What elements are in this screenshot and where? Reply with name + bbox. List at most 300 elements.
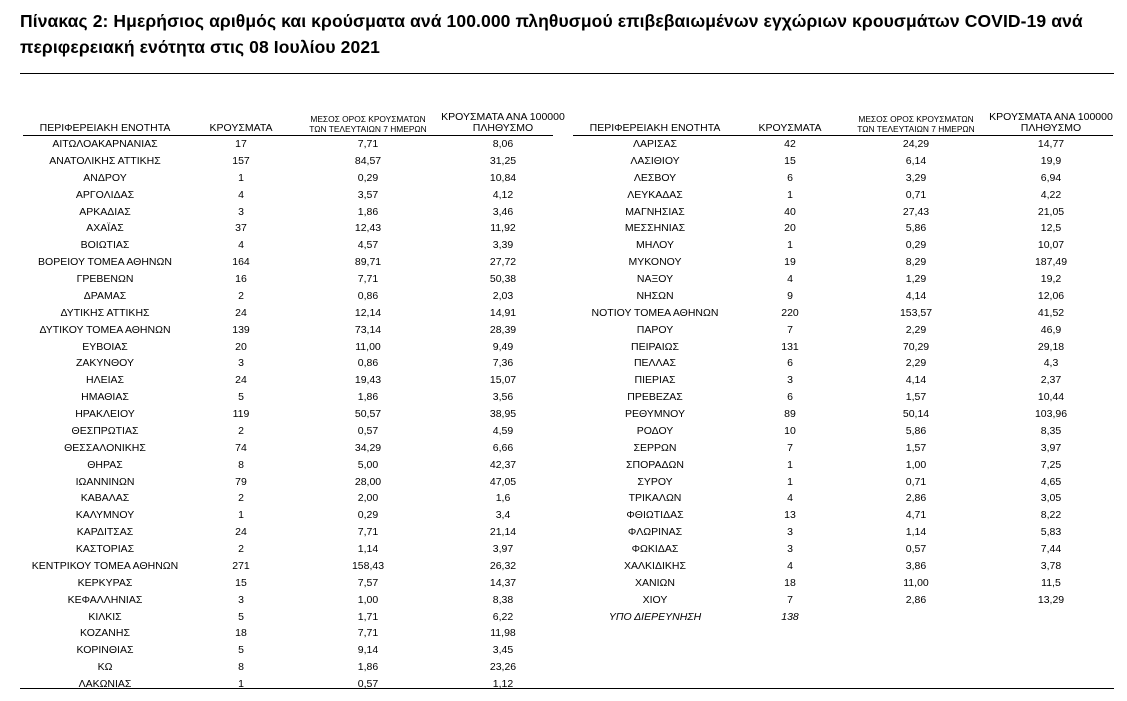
table-row: [23, 592, 565, 609]
cell-per-100k: 2,37: [1040, 374, 1062, 387]
table-row: [23, 355, 565, 372]
cell-per-100k: 103,96: [1034, 408, 1068, 420]
cell-region: ΒΟΡΕΙΟΥ ΤΟΜΕΑ ΑΘΗΝΩΝ: [38, 256, 172, 269]
cell-region: ΦΘΙΩΤΙΔΑΣ: [626, 509, 684, 522]
cell-per-100k: 3,4: [495, 509, 511, 522]
cell-region: ΠΡΕΒΕΖΑΣ: [627, 391, 683, 404]
cell-per-100k: 19,2: [1040, 273, 1062, 285]
cell-region: ΧΙΟΥ: [642, 593, 668, 606]
table-row: [573, 305, 1113, 322]
cell-cases: 19: [784, 256, 796, 269]
cell-avg-7days: 4,14: [905, 374, 927, 387]
table-row: [23, 187, 565, 204]
cell-per-100k: 3,97: [492, 543, 514, 555]
cell-avg-7days: 7,71: [357, 138, 379, 150]
table-row: [573, 440, 1113, 457]
cell-per-100k: 8,38: [492, 593, 514, 606]
table-row: [573, 372, 1113, 389]
cell-avg-7days: 0,71: [905, 188, 927, 201]
table-row: [23, 507, 565, 524]
cell-region: ΧΑΝΙΩΝ: [635, 576, 675, 589]
table-row: [573, 204, 1113, 221]
cell-cases: 4: [787, 492, 793, 505]
cell-per-100k: 29,18: [1037, 340, 1065, 353]
cell-avg-7days: 12,14: [354, 306, 382, 319]
cell-region: ΜΗΛΟΥ: [636, 239, 674, 252]
table-row: [23, 305, 565, 322]
table-row: [573, 474, 1113, 491]
cell-cases: 3: [238, 205, 244, 218]
header-cases: ΚΡΟΥΣΜΑΤΑ: [209, 122, 273, 134]
cell-avg-7days: 2,00: [357, 492, 379, 505]
cell-avg-7days: 7,57: [357, 576, 379, 589]
cell-per-100k: 7,44: [1040, 543, 1062, 555]
cell-region: ΠΕΛΛΑΣ: [633, 357, 677, 370]
cell-cases: 3: [238, 593, 244, 606]
cell-region: ΔΥΤΙΚΗΣ ΑΤΤΙΚΗΣ: [60, 306, 150, 319]
cell-avg-7days: 2,86: [905, 593, 927, 606]
cell-avg-7days: 8,29: [905, 256, 927, 269]
right-table-block: [573, 108, 1113, 625]
cell-region: ΘΕΣΣΑΛΟΝΙΚΗΣ: [64, 441, 146, 454]
cell-per-100k: 12,5: [1040, 222, 1062, 235]
cell-per-100k: 47,05: [489, 475, 517, 488]
cell-per-100k: 1,12: [492, 678, 514, 690]
cell-cases: 74: [235, 441, 247, 454]
table-row: [23, 659, 565, 676]
cell-cases: 7: [787, 323, 793, 336]
cell-per-100k: 3,45: [492, 644, 514, 657]
table-row: [573, 187, 1113, 204]
cell-region: ΕΥΒΟΙΑΣ: [82, 340, 128, 353]
table-row: [23, 440, 565, 457]
cell-per-100k: 41,52: [1037, 306, 1065, 319]
cell-region: ΥΠΟ ΔΙΕΡΕΥΝΗΣΗ: [608, 610, 702, 623]
table-row: [23, 372, 565, 389]
cell-region: ΛΑΚΩΝΙΑΣ: [78, 678, 132, 690]
cell-cases: 1: [787, 188, 793, 201]
cell-avg-7days: 19,43: [354, 374, 382, 387]
header-avg-7days-right: [843, 114, 989, 134]
cell-region: ΚΕΡΚΥΡΑΣ: [77, 576, 133, 589]
cell-per-100k: 4,3: [1043, 357, 1059, 370]
cell-cases: 2: [238, 289, 244, 302]
table-row: [573, 153, 1113, 170]
cell-avg-7days: 50,57: [354, 408, 382, 420]
cell-avg-7days: 3,29: [905, 171, 927, 184]
cell-avg-7days: 0,57: [357, 678, 379, 690]
cell-cases: 7: [787, 593, 793, 606]
cell-avg-7days: 5,00: [357, 458, 379, 471]
table-row: [23, 642, 565, 659]
cell-per-100k: 31,25: [489, 154, 517, 167]
table-row: [573, 609, 1113, 626]
cell-per-100k: 6,94: [1040, 171, 1062, 184]
cell-per-100k: 14,77: [1037, 138, 1065, 150]
cell-per-100k: 1,6: [495, 492, 511, 505]
cell-region: ΝΑΞΟΥ: [636, 273, 674, 285]
cell-avg-7days: 2,86: [905, 492, 927, 505]
table-row: [573, 406, 1113, 423]
cell-per-100k: 3,05: [1040, 492, 1062, 505]
cell-per-100k: 13,29: [1037, 593, 1065, 606]
table-row: [573, 355, 1113, 372]
cell-avg-7days: 0,29: [357, 509, 379, 522]
cell-avg-7days: 1,86: [357, 661, 379, 674]
table-row: [573, 507, 1113, 524]
cell-per-100k: 10,44: [1037, 391, 1065, 404]
table-row: [23, 524, 565, 541]
cell-cases: 119: [232, 408, 250, 420]
table-row: [573, 423, 1113, 440]
table-caption: Πίνακας 2: Ημερήσιος αριθμός και κρούσματα ανά 100.000 πληθυσμού επιβεβαιωμένων εγχώριων κρουσμάτων COVID-19 ανά περιφερειακή ενότητα στις 08 Ιουλίου 2021: [20, 11, 1083, 57]
header-per-100k: [441, 112, 565, 134]
cell-cases: 5: [238, 644, 244, 657]
cell-avg-7days: 34,29: [354, 441, 382, 454]
cell-cases: 131: [781, 340, 799, 353]
header-region: ΠΕΡΙΦΕΡΕΙΑΚΗ ΕΝΟΤΗΤΑ: [39, 122, 171, 134]
cell-cases: 157: [232, 154, 250, 167]
cell-per-100k: 6,22: [492, 610, 514, 623]
cell-region: ΑΡΚΑΔΙΑΣ: [79, 205, 131, 218]
cell-region: ΚΑΡΔΙΤΣΑΣ: [76, 526, 134, 539]
cell-cases: 6: [787, 391, 793, 404]
cell-per-100k: 3,97: [1040, 441, 1062, 454]
cell-cases: 13: [784, 509, 796, 522]
cell-avg-7days: 0,71: [905, 475, 927, 488]
table-row: [573, 288, 1113, 305]
table-row: [23, 406, 565, 423]
cell-avg-7days: 70,29: [902, 340, 930, 353]
cell-avg-7days: 89,71: [354, 256, 382, 269]
cell-region: ΒΟΙΩΤΙΑΣ: [80, 239, 130, 252]
cell-region: ΤΡΙΚΑΛΩΝ: [628, 492, 682, 505]
table-row: [573, 254, 1113, 271]
cell-region: ΗΡΑΚΛΕΙΟΥ: [75, 408, 135, 420]
cell-cases: 5: [238, 391, 244, 404]
cell-avg-7days: 1,00: [357, 593, 379, 606]
cell-region: ΖΑΚΥΝΘΟΥ: [75, 357, 134, 370]
cell-avg-7days: 5,86: [905, 222, 927, 235]
cell-avg-7days: 5,86: [905, 424, 927, 437]
table-row: [23, 220, 565, 237]
cell-per-100k: 21,14: [489, 526, 517, 539]
left-table-block: [23, 108, 565, 693]
cell-cases: 9: [787, 289, 793, 302]
table-row: [23, 676, 565, 693]
cell-avg-7days: 73,14: [354, 323, 382, 336]
cell-region: ΦΛΩΡΙΝΑΣ: [627, 526, 683, 539]
cell-per-100k: 4,59: [492, 424, 514, 437]
left-data-table: [23, 136, 565, 693]
cell-cases: 220: [781, 306, 799, 319]
cell-per-100k: 8,35: [1040, 424, 1062, 437]
cell-per-100k: 6,66: [492, 441, 514, 454]
table-row: [573, 575, 1113, 592]
cell-region: ΛΕΥΚΑΔΑΣ: [627, 188, 683, 201]
table-row: [23, 625, 565, 642]
cell-per-100k: 8,06: [492, 138, 514, 150]
cell-cases: 16: [235, 273, 247, 285]
cell-cases: 20: [784, 222, 796, 235]
cell-avg-7days: 12,43: [354, 222, 382, 235]
table-row: [573, 457, 1113, 474]
cell-region: ΚΑΛΥΜΝΟΥ: [75, 509, 135, 522]
header-per100k-line2-right: ΠΛΗΘΥΣΜΟ: [1020, 122, 1082, 134]
left-table-header: [23, 108, 565, 134]
cell-avg-7days: 1,29: [905, 273, 927, 285]
cell-per-100k: 5,83: [1040, 526, 1062, 539]
table-row: [573, 490, 1113, 507]
cell-per-100k: 21,05: [1037, 205, 1065, 218]
header-avg-line2-right: ΤΩΝ ΤΕΛΕΥΤΑΙΩΝ 7 ΗΜΕΡΩΝ: [857, 124, 975, 134]
cell-per-100k: 4,12: [492, 188, 514, 201]
cell-region: ΚΟΖΑΝΗΣ: [80, 627, 130, 640]
cell-region: ΘΗΡΑΣ: [87, 458, 123, 471]
cell-region: ΚΙΛΚΙΣ: [88, 610, 122, 623]
cell-cases: 8: [238, 458, 244, 471]
cell-avg-7days: 153,57: [899, 306, 933, 319]
cell-per-100k: 50,38: [489, 273, 517, 285]
cell-avg-7days: 7,71: [357, 627, 379, 640]
cell-region: ΚΩ: [97, 661, 113, 674]
cell-cases: 6: [787, 357, 793, 370]
cell-avg-7days: 158,43: [351, 559, 385, 572]
cell-region: ΑΝΑΤΟΛΙΚΗΣ ΑΤΤΙΚΗΣ: [49, 154, 161, 167]
cell-region: ΑΡΓΟΛΙΔΑΣ: [75, 188, 135, 201]
cell-per-100k: 9,49: [492, 340, 514, 353]
cell-region: ΡΕΘΥΜΝΟΥ: [624, 408, 685, 420]
header-cases-right: ΚΡΟΥΣΜΑΤΑ: [758, 122, 822, 134]
cell-per-100k: 26,32: [489, 559, 517, 572]
top-rule: [20, 73, 1114, 74]
table-row: [573, 271, 1113, 288]
cell-avg-7days: 3,57: [357, 188, 379, 201]
cell-per-100k: 11,98: [490, 627, 516, 640]
table-row: [573, 592, 1113, 609]
table-row: [23, 609, 565, 626]
cell-cases: 6: [787, 171, 793, 184]
cell-per-100k: 10,84: [489, 171, 517, 184]
table-row: [23, 170, 565, 187]
cell-cases: 164: [232, 256, 250, 269]
table-row: [573, 322, 1113, 339]
cell-avg-7days: 50,14: [902, 408, 930, 420]
header-avg-line2: ΤΩΝ ΤΕΛΕΥΤΑΙΩΝ 7 ΗΜΕΡΩΝ: [309, 124, 427, 134]
header-per100k-line1-right: ΚΡΟΥΣΜΑΤΑ ΑΝΑ 100000: [989, 111, 1113, 123]
cell-region: ΔΥΤΙΚΟΥ ΤΟΜΕΑ ΑΘΗΝΩΝ: [39, 323, 171, 336]
cell-per-100k: [989, 609, 1113, 626]
cell-cases: 24: [235, 374, 247, 387]
cell-per-100k: 7,36: [492, 357, 514, 370]
cell-region: ΠΙΕΡΙΑΣ: [634, 374, 676, 387]
cell-region: ΣΕΡΡΩΝ: [633, 441, 677, 454]
cell-avg-7days: 11,00: [355, 340, 381, 353]
cell-region: ΓΡΕΒΕΝΩΝ: [76, 273, 134, 285]
cell-cases: 1: [787, 458, 793, 471]
table-row: [23, 339, 565, 356]
header-avg-line1-right: ΜΕΣΟΣ ΟΡΟΣ ΚΡΟΥΣΜΑΤΩΝ: [858, 114, 974, 124]
cell-avg-7days: 27,43: [902, 205, 930, 218]
header-avg-line1: ΜΕΣΟΣ ΟΡΟΣ ΚΡΟΥΣΜΑΤΩΝ: [310, 114, 426, 124]
cell-cases: 18: [235, 627, 247, 640]
header-per-100k-right: [989, 112, 1113, 134]
cell-cases: 20: [235, 340, 247, 353]
cell-avg-7days: 6,14: [905, 154, 927, 167]
cell-cases: 40: [784, 205, 796, 218]
cell-per-100k: 3,39: [492, 239, 514, 252]
table-row: [573, 524, 1113, 541]
cell-avg-7days: [843, 609, 989, 626]
cell-avg-7days: 1,86: [357, 205, 379, 218]
cell-avg-7days: 2,29: [905, 323, 927, 336]
cell-per-100k: 14,91: [489, 306, 517, 319]
cell-avg-7days: 4,71: [905, 509, 927, 522]
cell-region: ΑΝΔΡΟΥ: [83, 171, 127, 184]
cell-region: ΚΟΡΙΝΘΙΑΣ: [76, 644, 134, 657]
cell-per-100k: 8,22: [1040, 509, 1062, 522]
cell-region: ΘΕΣΠΡΩΤΙΑΣ: [71, 424, 139, 437]
cell-region: ΚΑΣΤΟΡΙΑΣ: [75, 543, 135, 555]
cell-region: ΚΑΒΑΛΑΣ: [80, 492, 130, 505]
cell-cases: 4: [787, 559, 793, 572]
cell-cases: 138: [781, 610, 799, 623]
cell-per-100k: 14,37: [489, 576, 517, 589]
table-row: [573, 170, 1113, 187]
cell-cases: 1: [238, 509, 244, 522]
table-row: [23, 541, 565, 558]
cell-cases: 139: [232, 323, 250, 336]
cell-cases: 3: [787, 374, 793, 387]
cell-cases: 37: [235, 222, 247, 235]
table-row: [23, 271, 565, 288]
cell-per-100k: 7,25: [1040, 458, 1062, 471]
cell-cases: 3: [787, 543, 793, 555]
cell-cases: 89: [784, 408, 796, 420]
cell-per-100k: 2,03: [492, 289, 514, 302]
cell-avg-7days: 1,86: [357, 391, 379, 404]
table-row: [573, 220, 1113, 237]
cell-per-100k: 11,92: [490, 222, 516, 235]
cell-per-100k: 4,22: [1040, 188, 1062, 201]
cell-cases: 2: [238, 424, 244, 437]
cell-per-100k: 4,65: [1040, 475, 1062, 488]
cell-per-100k: 12,06: [1037, 289, 1065, 302]
cell-cases: 1: [238, 171, 244, 184]
cell-avg-7days: 7,71: [357, 273, 379, 285]
cell-cases: 24: [235, 526, 247, 539]
cell-avg-7days: 84,57: [354, 154, 382, 167]
table-row: [573, 237, 1113, 254]
table-row: [23, 490, 565, 507]
cell-cases: 10: [784, 424, 796, 437]
cell-per-100k: 38,95: [489, 408, 517, 420]
table-row: [23, 136, 565, 153]
table-row: [23, 558, 565, 575]
cell-region: ΑΙΤΩΛΟΑΚΑΡΝΑΝΙΑΣ: [52, 138, 158, 150]
cell-avg-7days: 1,00: [905, 458, 927, 471]
cell-cases: 3: [238, 357, 244, 370]
cell-avg-7days: 1,14: [905, 526, 927, 539]
header-region-right: ΠΕΡΙΦΕΡΕΙΑΚΗ ΕΝΟΤΗΤΑ: [589, 122, 721, 134]
cell-avg-7days: 11,00: [903, 576, 929, 589]
cell-region: ΝΟΤΙΟΥ ΤΟΜΕΑ ΑΘΗΝΩΝ: [591, 306, 719, 319]
cell-per-100k: 187,49: [1034, 256, 1068, 269]
cell-cases: 2: [238, 543, 244, 555]
cell-region: ΑΧΑΪΑΣ: [86, 222, 124, 235]
cell-cases: 15: [784, 154, 796, 167]
table-row: [23, 474, 565, 491]
cell-avg-7days: 4,14: [905, 289, 927, 302]
cell-avg-7days: 1,71: [357, 610, 379, 623]
cell-avg-7days: 24,29: [902, 138, 930, 150]
table-row: [573, 389, 1113, 406]
table-row: [573, 136, 1113, 153]
cell-per-100k: 3,56: [492, 391, 514, 404]
table-row: [23, 204, 565, 221]
cell-region: ΗΛΕΙΑΣ: [85, 374, 124, 387]
table-row: [23, 389, 565, 406]
cell-avg-7days: 0,29: [357, 171, 379, 184]
cell-avg-7days: 0,86: [357, 289, 379, 302]
cell-per-100k: 19,9: [1040, 154, 1062, 167]
table-row: [573, 558, 1113, 575]
cell-region: ΛΑΣΙΘΙΟΥ: [630, 154, 680, 167]
cell-region: ΡΟΔΟΥ: [636, 424, 674, 437]
cell-per-100k: 27,72: [489, 256, 517, 269]
cell-cases: 4: [238, 188, 244, 201]
cell-cases: 1: [787, 475, 793, 488]
table-row: [23, 575, 565, 592]
cell-avg-7days: 1,57: [905, 441, 927, 454]
cell-cases: 18: [784, 576, 796, 589]
table-row: [23, 322, 565, 339]
cell-per-100k: 15,07: [489, 374, 517, 387]
cell-region: ΜΕΣΣΗΝΙΑΣ: [624, 222, 686, 235]
header-per100k-line1: ΚΡΟΥΣΜΑΤΑ ΑΝΑ 100000: [441, 111, 565, 123]
cell-avg-7days: 9,14: [357, 644, 379, 657]
cell-avg-7days: 7,71: [357, 526, 379, 539]
cell-cases: 24: [235, 306, 247, 319]
bottom-rule: [20, 688, 1114, 689]
cell-per-100k: 46,9: [1040, 323, 1062, 336]
cell-region: ΙΩΑΝΝΙΝΩΝ: [75, 475, 135, 488]
cell-cases: 8: [238, 661, 244, 674]
cell-avg-7days: 2,29: [905, 357, 927, 370]
cell-avg-7days: 0,86: [357, 357, 379, 370]
cell-cases: 79: [235, 475, 247, 488]
cell-cases: 271: [232, 559, 250, 572]
table-row: [23, 153, 565, 170]
cell-avg-7days: 0,57: [905, 543, 927, 555]
right-data-table: [573, 136, 1113, 625]
cell-region: ΧΑΛΚΙΔΙΚΗΣ: [624, 559, 686, 572]
header-per100k-line2: ΠΛΗΘΥΣΜΟ: [472, 122, 534, 134]
cell-region: ΗΜΑΘΙΑΣ: [81, 391, 129, 404]
cell-avg-7days: 3,86: [905, 559, 927, 572]
header-avg-7days: [295, 114, 441, 134]
cell-region: ΣΥΡΟΥ: [637, 475, 673, 488]
cell-per-100k: 11,5: [1041, 576, 1061, 589]
cell-avg-7days: 1,57: [905, 391, 927, 404]
cell-avg-7days: 1,14: [357, 543, 379, 555]
cell-cases: 2: [238, 492, 244, 505]
cell-cases: 5: [238, 610, 244, 623]
cell-cases: 4: [787, 273, 793, 285]
cell-cases: 7: [787, 441, 793, 454]
cell-per-100k: 3,46: [492, 205, 514, 218]
cell-avg-7days: 28,00: [354, 475, 382, 488]
